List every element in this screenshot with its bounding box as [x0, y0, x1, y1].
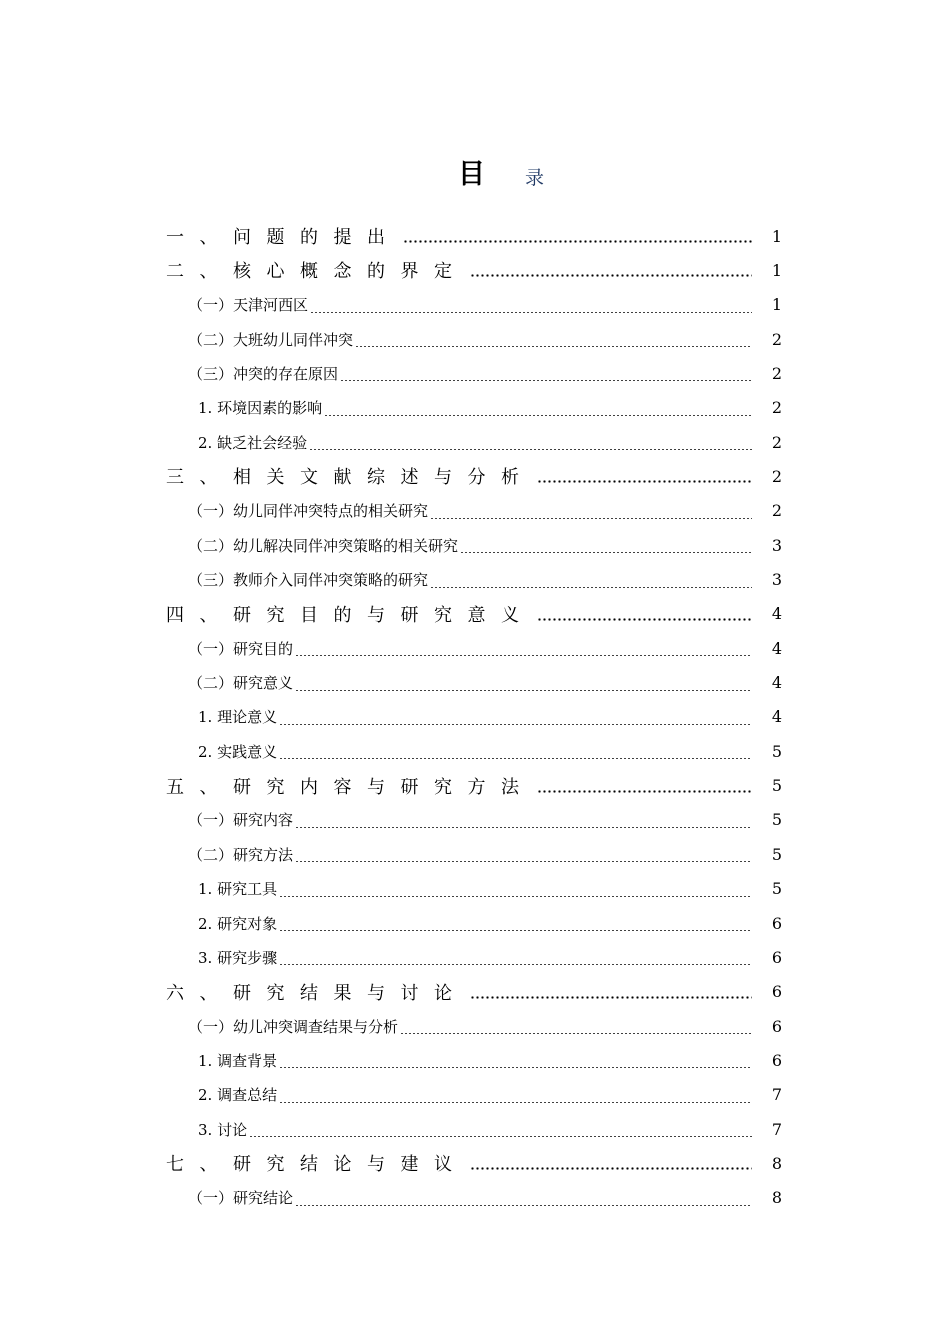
dot-leader — [340, 380, 752, 381]
dot-leader — [279, 724, 752, 725]
toc-entry[interactable] — [0, 219, 950, 253]
toc-entry-text — [188, 1181, 752, 1215]
toc-entry[interactable] — [0, 906, 950, 940]
toc-entry-text — [198, 940, 752, 974]
dot-leader — [309, 449, 752, 450]
toc-entry[interactable] — [0, 769, 950, 803]
dot-leader — [324, 415, 752, 416]
dot-leader — [470, 274, 753, 277]
toc-entry-label: 1. 环境因素的影响 — [198, 399, 323, 418]
dot-leader — [295, 690, 752, 691]
toc-entry-text — [198, 872, 752, 906]
toc-entry[interactable] — [0, 1009, 950, 1043]
toc-entry-label: （二）研究意义 — [188, 674, 294, 693]
toc-entry-page-number: 6 — [771, 947, 782, 967]
toc-entry[interactable] — [0, 563, 950, 597]
toc-entry[interactable] — [0, 391, 950, 425]
toc-entry-text — [198, 1043, 752, 1077]
dot-leader — [537, 480, 753, 483]
toc-entry-label: 一、问题的提出 — [166, 227, 401, 248]
toc-entry-text — [188, 528, 752, 562]
toc-entry-page-number: 2 — [771, 329, 782, 349]
toc-entry-page-number: 1 — [771, 295, 782, 315]
toc-entry-page-number: 8 — [771, 1188, 782, 1208]
toc-entry[interactable] — [0, 872, 950, 906]
dot-leader — [279, 758, 752, 759]
toc-entry-text — [188, 494, 752, 528]
toc-entry-label: 2. 缺乏社会经验 — [198, 433, 308, 452]
toc-entry[interactable] — [0, 631, 950, 665]
toc-entry-page-number: 2 — [771, 501, 782, 521]
toc-entry-label: （一）研究结论 — [188, 1189, 294, 1208]
dot-leader — [295, 827, 752, 828]
toc-entry-label: （一）幼儿同伴冲突特点的相关研究 — [188, 502, 429, 521]
toc-entry[interactable] — [0, 700, 950, 734]
toc-entry-page-number: 5 — [771, 776, 782, 796]
toc-entry-label: （一）研究目的 — [188, 639, 294, 658]
toc-entry-label: 七、研究结论与建议 — [166, 1154, 468, 1176]
dot-leader — [400, 1033, 752, 1034]
toc-entry[interactable] — [0, 494, 950, 528]
dot-leader — [295, 861, 752, 862]
toc-entry-text — [188, 356, 752, 390]
toc-entry-page-number: 6 — [771, 1050, 782, 1070]
toc-entry-label: （二）大班幼儿同伴冲突 — [188, 330, 354, 349]
toc-entry-page-number: 7 — [771, 1085, 782, 1105]
dot-leader — [295, 1205, 752, 1206]
toc-entry-text — [198, 1112, 752, 1146]
dot-leader — [537, 618, 753, 621]
toc-entry-label: （一）天津河西区 — [188, 296, 309, 315]
toc-entry-label: 1. 研究工具 — [198, 880, 278, 899]
toc-entry-text — [166, 253, 752, 287]
toc-entry-page-number: 8 — [771, 1153, 782, 1173]
toc-entry[interactable] — [0, 734, 950, 768]
toc-entry-page-number: 5 — [771, 879, 782, 899]
toc-entry[interactable] — [0, 288, 950, 322]
toc-entry-text — [188, 563, 752, 597]
dot-leader — [279, 1067, 752, 1068]
toc-entry[interactable] — [0, 322, 950, 356]
toc-entry-text — [166, 975, 752, 1009]
toc-entry-label: 2. 实践意义 — [198, 742, 278, 761]
toc-entry-label: （三）教师介入同伴冲突策略的研究 — [188, 571, 429, 589]
toc-entry-page-number: 2 — [771, 432, 782, 452]
toc-entry-page-number: 4 — [771, 638, 782, 658]
dot-leader — [537, 790, 753, 793]
toc-entry-label: 1. 调查背景 — [198, 1051, 278, 1070]
toc-entry[interactable] — [0, 1112, 950, 1146]
toc-entry[interactable] — [0, 425, 950, 459]
toc-entry-label: （二）幼儿解决同伴冲突策略的相关研究 — [188, 536, 459, 555]
dot-leader — [279, 930, 752, 931]
dot-leader — [310, 312, 752, 313]
toc-entry-text — [166, 769, 752, 803]
dot-leader — [279, 1102, 752, 1103]
toc-entry-page-number: 6 — [771, 982, 782, 1002]
toc-entry-label: （二）研究方法 — [188, 845, 294, 864]
toc-entry-page-number: 3 — [771, 535, 782, 555]
toc-entry-label: 1. 理论意义 — [198, 708, 278, 727]
toc-entry-text — [188, 631, 752, 665]
toc-entry-text — [188, 1009, 752, 1043]
toc-entry-page-number: 1 — [771, 226, 782, 246]
toc-entry[interactable] — [0, 528, 950, 562]
toc-entry[interactable] — [0, 1043, 950, 1077]
toc-entry-page-number: 7 — [771, 1119, 782, 1139]
toc-entry-page-number: 5 — [771, 741, 782, 761]
toc-entry[interactable] — [0, 356, 950, 390]
toc-entry-label: （一）幼儿冲突调查结果与分析 — [188, 1017, 399, 1036]
toc-title — [0, 152, 950, 196]
toc-entry-label: 3. 研究步骤 — [198, 948, 278, 967]
toc-entry-label: 四、研究目的与研究意义 — [166, 604, 535, 626]
toc-entry-text — [198, 391, 752, 425]
toc-entry-text — [198, 700, 752, 734]
toc-entry-page-number: 4 — [771, 673, 782, 693]
dot-leader — [470, 996, 753, 999]
toc-entry-page-number: 6 — [771, 1016, 782, 1036]
toc-entry-text — [188, 837, 752, 871]
toc-entry[interactable] — [0, 459, 950, 493]
toc-entry-text — [166, 459, 752, 493]
toc-entry-page-number: 2 — [771, 466, 782, 486]
dot-leader — [295, 655, 752, 656]
dot-leader — [430, 587, 752, 588]
dot-leader — [403, 240, 753, 243]
toc-entry-label: 五、研究内容与研究方法 — [166, 776, 535, 798]
toc-entry[interactable] — [0, 1078, 950, 1112]
toc-entry-text — [166, 1146, 752, 1180]
toc-entry-label: 二、核心概念的界定 — [166, 261, 468, 283]
toc-entry-text — [198, 1078, 752, 1112]
dot-leader — [279, 896, 752, 897]
toc-entry-page-number: 3 — [771, 570, 782, 589]
dot-leader — [355, 346, 752, 347]
toc-entry-page-number: 1 — [771, 260, 782, 280]
dot-leader — [470, 1167, 753, 1170]
toc-entry[interactable] — [0, 940, 950, 974]
toc-entry[interactable] — [0, 803, 950, 837]
toc-entry-text — [198, 734, 752, 768]
toc-entry-text — [198, 425, 752, 459]
toc-entry-label: （一）研究内容 — [188, 811, 294, 830]
toc-entry[interactable] — [0, 1181, 950, 1215]
toc-entry-page-number: 2 — [771, 398, 782, 418]
toc-entry[interactable] — [0, 975, 950, 1009]
toc-entry-page-number: 2 — [771, 363, 782, 383]
toc-entry-page-number: 5 — [771, 810, 782, 830]
dot-leader — [249, 1136, 752, 1137]
toc-entry[interactable] — [0, 253, 950, 287]
toc-entry[interactable] — [0, 666, 950, 700]
toc-entry-page-number: 4 — [771, 707, 782, 727]
toc-entry-page-number: 4 — [771, 604, 782, 624]
toc-entry[interactable] — [0, 837, 950, 871]
toc-entry-text — [198, 906, 752, 940]
toc-title-char-2: 录 — [525, 167, 545, 189]
toc-entry-label: （三）冲突的存在原因 — [188, 364, 339, 383]
dot-leader — [279, 964, 752, 965]
toc-entry-text — [188, 322, 752, 356]
toc-entry-text — [188, 666, 752, 700]
dot-leader — [460, 552, 752, 553]
toc-entry-label: 3. 讨论 — [198, 1120, 248, 1139]
toc-entry-text — [166, 597, 752, 631]
toc-entry-text — [188, 803, 752, 837]
toc-entry-page-number: 5 — [771, 844, 782, 864]
toc-entry-label: 六、研究结果与讨论 — [166, 982, 468, 1004]
dot-leader — [430, 518, 752, 519]
toc-entry-label: 2. 研究对象 — [198, 914, 278, 933]
toc-entry-text — [188, 288, 752, 322]
toc-entry-text — [166, 219, 752, 253]
toc-entry-page-number: 6 — [771, 913, 782, 933]
toc-entry-label: 三、相关文献综述与分析 — [166, 467, 535, 489]
toc-entry-label: 2. 调查总结 — [198, 1086, 278, 1105]
toc-entry[interactable] — [0, 597, 950, 631]
toc-entry[interactable] — [0, 1146, 950, 1180]
toc-title-char-1: 目 — [458, 159, 485, 190]
